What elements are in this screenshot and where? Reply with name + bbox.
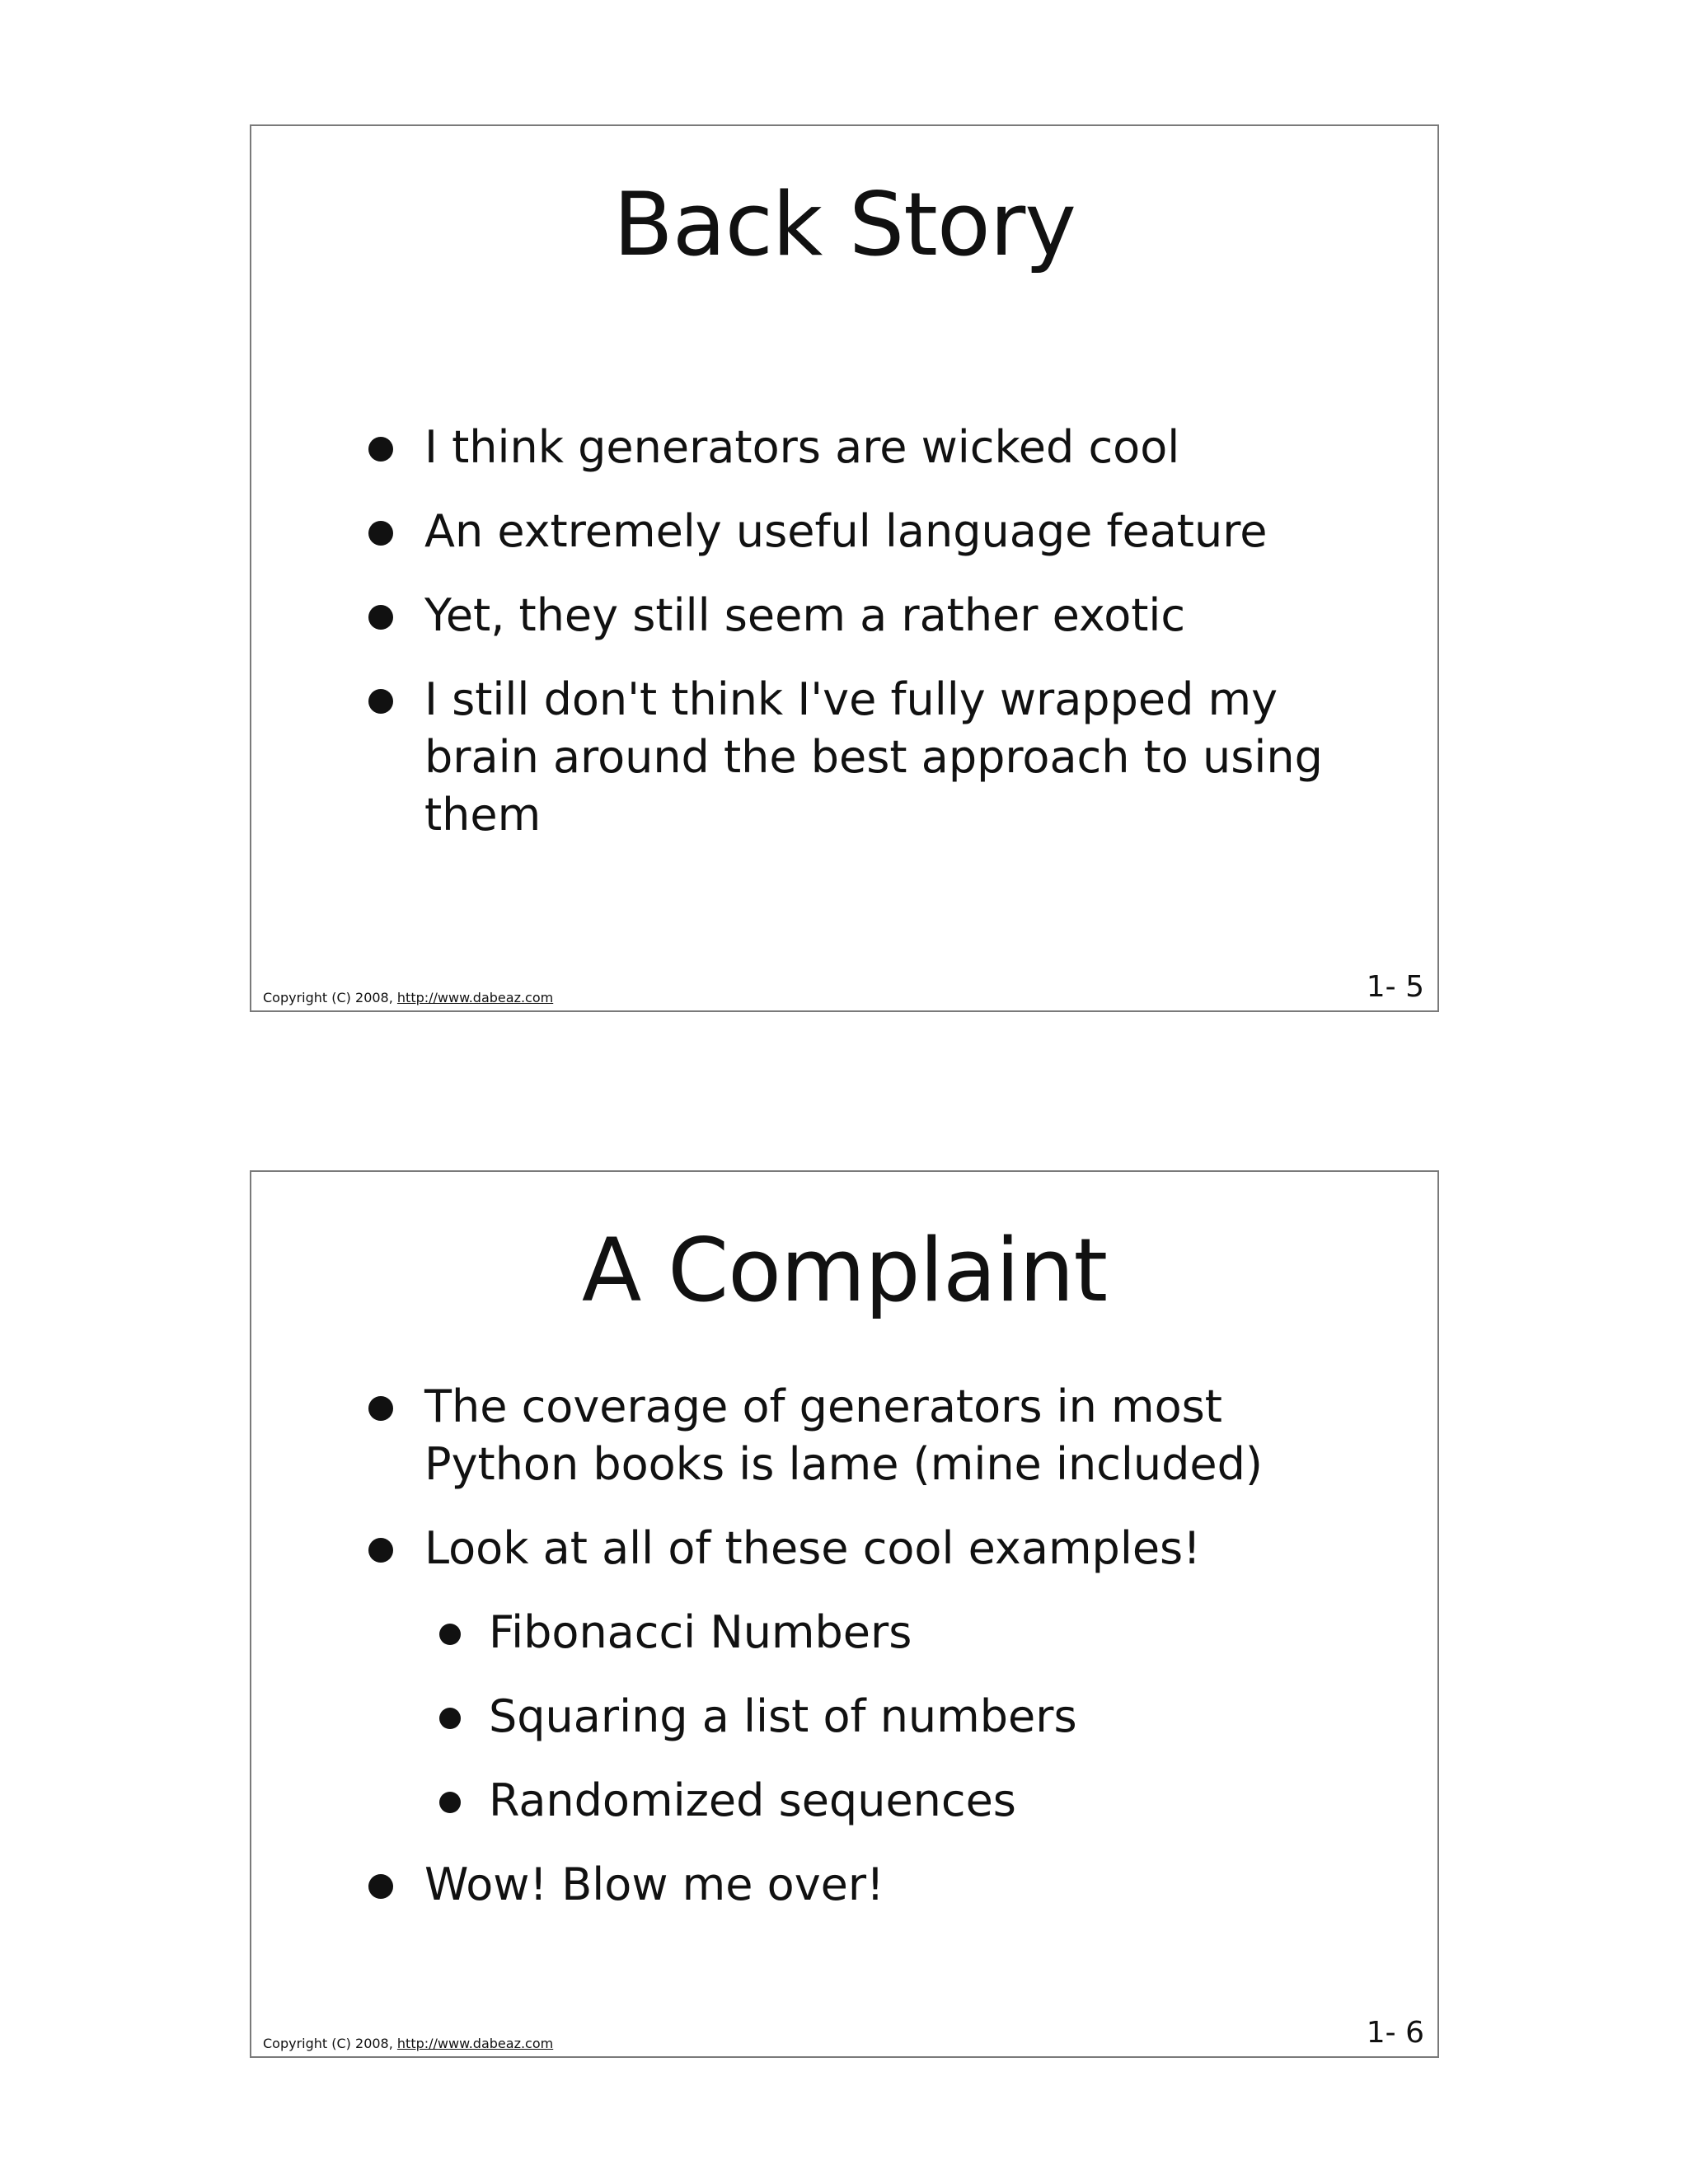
bullet-dot-icon: [368, 1874, 393, 1899]
sub-bullet-item: [439, 1688, 1388, 1746]
bullet-dot-icon: [368, 689, 393, 714]
copyright-text: Copyright (C) 2008,: [263, 2036, 393, 2051]
bullet-dot-icon: [368, 605, 393, 630]
bullet-item: [368, 503, 1388, 560]
bullet-list: [368, 419, 1388, 870]
bullet-text: Yet, they still seem a rather exotic: [424, 589, 1186, 641]
bullet-text: Squaring a list of numbers: [489, 1690, 1077, 1742]
bullet-list: [368, 1378, 1388, 1940]
bullet-text: I still don't think I've fully wrapped my brain around the best approach to using them: [424, 673, 1323, 841]
page-number: 1- 6: [1366, 2016, 1424, 2050]
bullet-item: [368, 1856, 1388, 1914]
bullet-dot-icon: [439, 1792, 461, 1813]
bullet-text: Fibonacci Numbers: [489, 1606, 912, 1658]
bullet-dot-icon: [368, 521, 393, 546]
copyright-text: Copyright (C) 2008,: [263, 990, 393, 1005]
footer-link[interactable]: http://www.dabeaz.com: [396, 2036, 554, 2051]
bullet-text: An extremely useful language feature: [424, 505, 1268, 557]
slide-back-story: [250, 124, 1439, 1012]
bullet-dot-icon: [439, 1708, 461, 1729]
footer-copyright: [263, 990, 553, 1005]
bullet-text: Wow! Blow me over!: [424, 1858, 884, 1910]
bullet-item: [368, 587, 1388, 644]
slide-title: A Complaint: [581, 1220, 1108, 1321]
page-number: 1- 5: [1366, 970, 1424, 1004]
slide-title: Back Story: [612, 174, 1076, 275]
slide-a-complaint: [250, 1170, 1439, 2058]
bullet-dot-icon: [368, 437, 393, 462]
bullet-dot-icon: [439, 1624, 461, 1645]
bullet-text: Randomized sequences: [489, 1774, 1016, 1826]
sub-bullet-item: [439, 1772, 1388, 1830]
bullet-item: [368, 671, 1388, 844]
bullet-dot-icon: [368, 1396, 393, 1421]
footer-link[interactable]: http://www.dabeaz.com: [396, 990, 554, 1005]
footer-copyright: [263, 2036, 553, 2051]
bullet-dot-icon: [368, 1538, 393, 1563]
sub-bullet-item: [439, 1604, 1388, 1661]
bullet-item: [368, 1378, 1388, 1493]
bullet-text: The coverage of generators in most Python books is lame (mine included): [424, 1380, 1263, 1490]
bullet-item: [368, 419, 1388, 476]
bullet-text: I think generators are wicked cool: [424, 421, 1180, 473]
bullet-text: Look at all of these cool examples!: [424, 1522, 1201, 1574]
bullet-item: [368, 1520, 1388, 1577]
